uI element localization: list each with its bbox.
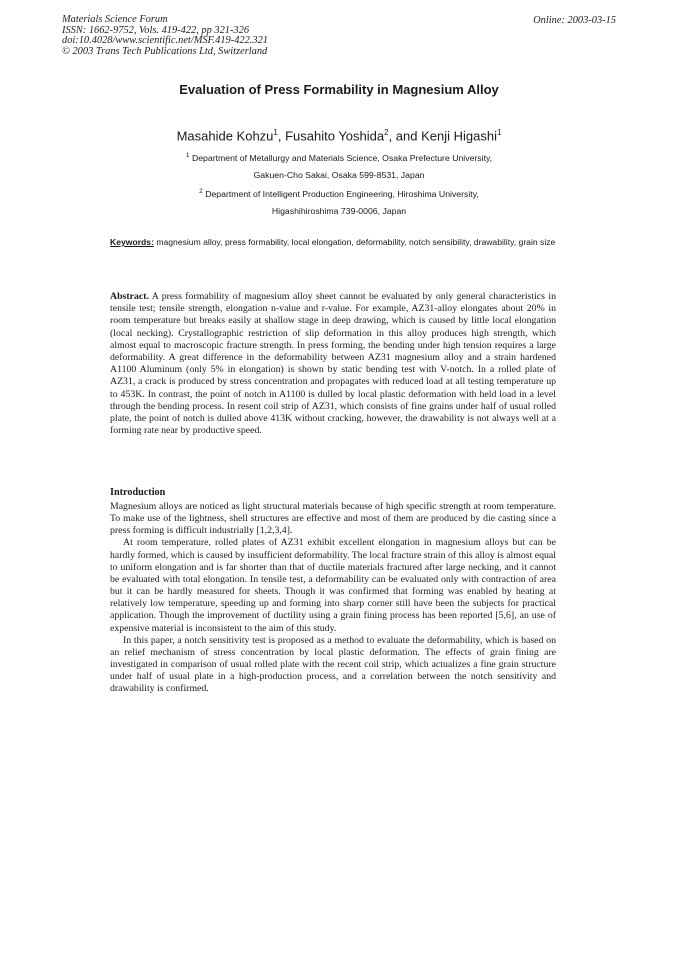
affiliation-2-line-1 — [0, 188, 678, 199]
author-name: Fusahito Yoshida — [285, 128, 385, 144]
paragraph: In this paper, a notch sensitivity test is proposed as a method to evaluate the deformability, which is based on an relief mechanism of stress concentration by local plastic deformation. The effects of grain fining are investigated in comparison of usual rolled plate with the recent coil strip, which actualizes a fine grain structure under half of usual plate in a high-production process, and a correlation between the notch sensitivity and drawability is confirmed. — [110, 634, 556, 695]
affiliation-text: Department of Metallurgy and Materials Science, Osaka Prefecture University, — [191, 152, 493, 163]
affiliation-marker: 1 — [496, 128, 502, 137]
introduction-body — [110, 501, 556, 696]
author-name: Kenji Higashi — [421, 128, 497, 144]
doi-line: doi:10.4028/www.scientific.net/MSF.419-422.321 — [62, 35, 268, 47]
affiliation-marker: 2 — [384, 128, 389, 137]
affiliation-1-line-2: Gakuen-Cho Sakai, Osaka 599-8531, Japan — [253, 170, 425, 180]
affiliation-2-line-2: Higashihiroshima 739-0006, Japan — [271, 206, 407, 216]
copyright-line: © 2003 Trans Tech Publications Ltd, Switzerland — [62, 45, 268, 57]
issn-line: ISSN: 1662-9752, Vols. 419-422, pp 321-326 — [62, 24, 250, 36]
affiliation-marker: 1 — [185, 152, 190, 159]
affiliation-1-line-1 — [0, 152, 678, 163]
keywords — [110, 236, 556, 249]
keywords-text: magnesium alloy, press formability, local elongation, deformability, notch sensibility, drawability, grain size — [156, 237, 556, 247]
abstract-label: Abstract. — [110, 291, 149, 302]
journal-name: Materials Science Forum — [62, 14, 168, 25]
affiliation-text: Department of Intelligent Production Engineering, Hiroshima University, — [205, 188, 479, 199]
author-separator: , — [277, 128, 286, 144]
abstract-text: A press formability of magnesium alloy sheet cannot be evaluated by only general characteristics in tensile test; tensile strength, elongation n-value and r-value. For example, AZ31-alloy elongates about 20% in room temperature but breaks easily at shallow stage in deep drawing, which is caused by little local elongation (local necking). Crystallographic restriction of slip deformation in this alloy produces high strength, which almost equal to macroscopic fracture strength. In press forming, the bending under high tension requires a large deformability. A great difference in the deformability between AZ31 magnesium alloy and a strain hardened A1100 Aluminum (only 5% in elongation) is shown by static bending test with V-notch. In a rolled plate of AZ31, a crack is produced by stress concentration and propagates with reduced load at all testing temperature up to 453K. In contrast, the point of notch in A1100 is dulled by local plastic deformation with held load in a level through the bending process. In resent coil strip of AZ31, which consists of fine grains under half of usual rolled plate, the point of notch is dulled above 413K without cracking, however, the drawability is not always well at a forming rate near by productive speed. — [110, 291, 556, 437]
abstract — [110, 291, 556, 437]
online-date: Online: 2003-03-15 — [533, 15, 616, 26]
paragraph: At room temperature, rolled plates of AZ31 exhibit excellent elongation in magnesium alloys but can be hardly formed, which is caused by insufficient deformability. The local fracture strain of this alloy is almost equal to uniform elongation and is far shorter than that of ductile materials fractured after large necking, and it cannot be evaluated with total elongation. In tensile test, a deformability can be evaluated only with contraction of area but it can be hardly measured for sheets. Though it was confirmed that forming was enabled by heating at relatively low temperature, speeding up and forming into sharp corner still have been the subjects for practical application. Though the improvement of ductility using a grain fining process has been reported [5,6], an use of expensive material is inconsistent to the aim of this study. — [110, 537, 556, 634]
paper-title: Evaluation of Press Formability in Magnesium Alloy — [179, 82, 499, 97]
journal-header — [62, 15, 268, 57]
affiliation-marker: 2 — [199, 188, 203, 195]
author-list — [0, 128, 678, 143]
introduction-heading: Introduction — [110, 487, 166, 498]
keywords-label: Keywords: — [110, 237, 154, 247]
author-name: Masahide Kohzu — [176, 128, 274, 144]
affiliation-marker: 1 — [273, 128, 278, 137]
author-separator: , and — [388, 128, 422, 144]
paragraph: Magnesium alloys are noticed as light structural materials because of high specific strength at room temperature. To make use of the lightness, shell structures are effective and most of them are produced by die casting since a press forming is difficult industrially [1,2,3,4]. — [110, 501, 556, 537]
